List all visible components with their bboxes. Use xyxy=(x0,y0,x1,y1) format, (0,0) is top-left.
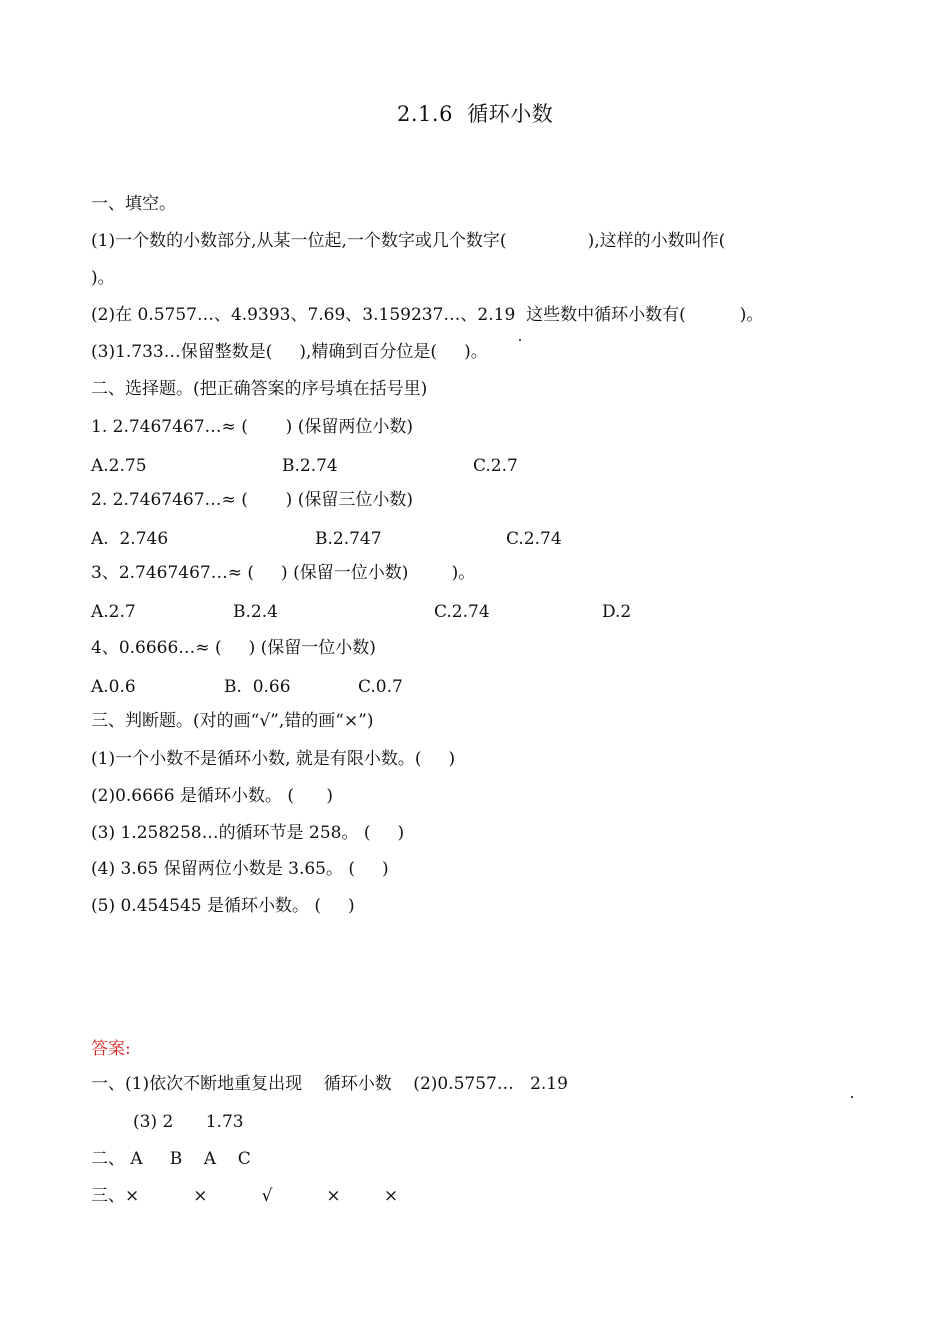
mc-q2-option-a: A. 2.746 xyxy=(91,529,169,549)
section-heading-multiple-choice: 二、选择题。(把正确答案的序号填在括号里) xyxy=(91,379,428,399)
tf-item-4: (4) 3.65 保留两位小数是 3.65。 ( ) xyxy=(91,859,389,879)
mc-q4-option-a: A.0.6 xyxy=(91,677,136,697)
mc-q4-option-b: B. 0.66 xyxy=(224,677,291,697)
section-heading-fill-blank: 一、填空。 xyxy=(91,194,176,214)
mc-question-3: 3、2.7467467…≈ ( ) (保留一位小数) )。 xyxy=(91,563,476,583)
mc-q4-option-c: C.0.7 xyxy=(358,677,403,697)
mc-q1-option-c: C.2.7 xyxy=(473,456,518,476)
tf-item-3: (3) 1.258258…的循环节是 258。 ( ) xyxy=(91,823,405,843)
mc-question-2: 2. 2.7467467…≈ ( ) (保留三位小数) xyxy=(91,490,413,510)
mc-q1-option-a: A.2.75 xyxy=(91,456,147,476)
section-heading-true-false: 三、判断题。(对的画“√”,错的画“×”) xyxy=(91,711,374,731)
answers-section-1: 一、(1)依次不断地重复出现 循环小数 (2)0.5757… 2.19 xyxy=(91,1074,568,1094)
tf-item-1: (1)一个小数不是循环小数, 就是有限小数。( ) xyxy=(91,749,456,769)
answers-section-3: 三、× × √ × × xyxy=(91,1186,399,1206)
repeating-decimal-dot xyxy=(519,339,521,341)
stray-dot xyxy=(851,1096,853,1098)
mc-question-4: 4、0.6666…≈ ( ) (保留一位小数) xyxy=(91,638,376,658)
question-1-3: (3)1.733…保留整数是( ),精确到百分位是( )。 xyxy=(91,342,488,362)
mc-question-1: 1. 2.7467467…≈ ( ) (保留两位小数) xyxy=(91,417,413,437)
answers-label: 答案: xyxy=(91,1039,131,1059)
question-1-2: (2)在 0.5757…、4.9393、7.69、3.159237…、2.19 这些数中循环小数有( )。 xyxy=(91,305,764,325)
mc-q3-option-b: B.2.4 xyxy=(233,602,278,622)
question-1-1-line2: )。 xyxy=(91,268,115,288)
mc-q3-option-c: C.2.74 xyxy=(434,602,490,622)
mc-q3-option-d: D.2 xyxy=(602,602,632,622)
mc-q2-option-b: B.2.747 xyxy=(315,529,382,549)
tf-item-5: (5) 0.454545 是循环小数。 ( ) xyxy=(91,896,355,916)
tf-item-2: (2)0.6666 是循环小数。 ( ) xyxy=(91,786,334,806)
mc-q2-option-c: C.2.74 xyxy=(506,529,562,549)
answers-section-2: 二、 A B A C xyxy=(91,1149,251,1169)
mc-q3-option-a: A.2.7 xyxy=(91,602,136,622)
mc-q1-option-b: B.2.74 xyxy=(282,456,338,476)
page-title: 2.1.6 循环小数 xyxy=(397,102,554,126)
answers-section-1-part-3: (3) 2 1.73 xyxy=(133,1112,244,1132)
question-1-1-line1: (1)一个数的小数部分,从某一位起,一个数字或几个数字( ),这样的小数叫作( xyxy=(91,231,726,251)
